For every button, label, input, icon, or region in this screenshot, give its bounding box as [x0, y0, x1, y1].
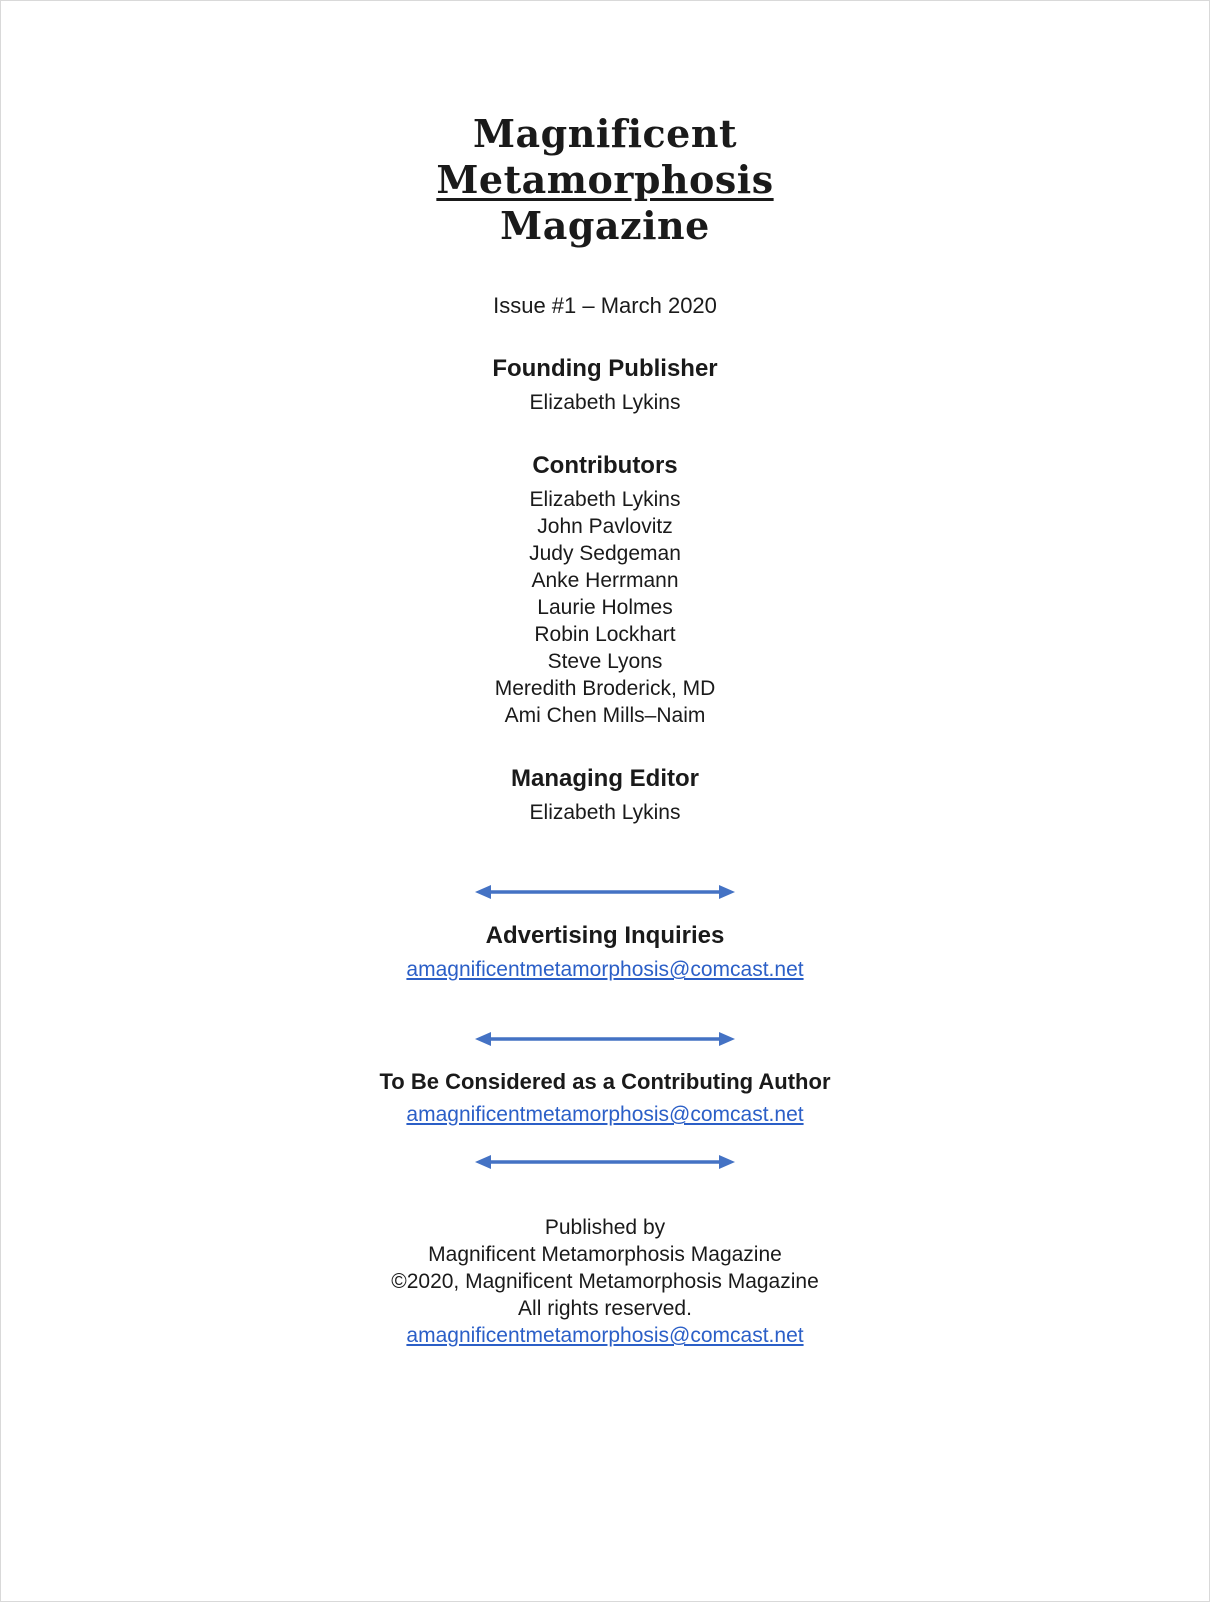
founding-publisher-name: Elizabeth Lykins: [529, 391, 681, 414]
founding-publisher-heading: Founding Publisher: [492, 355, 718, 382]
double-headed-arrow-icon: [1, 1031, 1209, 1047]
published-by-line: Published by: [544, 1216, 666, 1239]
contributors-section: [1, 452, 1209, 729]
double-headed-arrow-icon: [1, 884, 1209, 900]
contributor-name: John Pavlovitz: [537, 515, 673, 538]
magazine-title-line-1: Magnificent: [472, 111, 738, 156]
contributor-name: Ami Chen Mills–Naim: [504, 704, 706, 727]
contributing-author-heading: To Be Considered as a Contributing Author: [379, 1069, 831, 1094]
magazine-title-line-2: Metamorphosis: [436, 157, 774, 202]
advertising-email-link[interactable]: amagnificentmetamorphosis@comcast.net: [406, 958, 804, 981]
issue-date-line: Issue #1 – March 2020: [493, 293, 717, 318]
contributor-name: Laurie Holmes: [537, 596, 673, 619]
publisher-email-link[interactable]: amagnificentmetamorphosis@comcast.net: [406, 1324, 804, 1347]
contributor-name: Elizabeth Lykins: [529, 488, 681, 511]
magazine-title: [1, 111, 1209, 249]
contributor-name: Judy Sedgeman: [529, 542, 681, 565]
managing-editor-heading: Managing Editor: [511, 765, 699, 792]
managing-editor-section: [1, 765, 1209, 826]
founding-publisher-section: [1, 355, 1209, 416]
contributor-name: Steve Lyons: [547, 650, 663, 673]
contributor-name: Robin Lockhart: [534, 623, 676, 646]
contributing-author-section: [1, 1069, 1209, 1128]
contributors-list: [1, 486, 1209, 729]
rights-reserved-line: All rights reserved.: [518, 1297, 692, 1320]
copyright-line: ©2020, Magnificent Metamorphosis Magazine: [391, 1270, 819, 1293]
magazine-title-line-3: Magazine: [500, 203, 710, 248]
advertising-inquiries-heading: Advertising Inquiries: [485, 922, 725, 949]
contributors-heading: Contributors: [532, 452, 678, 479]
advertising-inquiries-section: [1, 922, 1209, 983]
managing-editor-name: Elizabeth Lykins: [529, 801, 681, 824]
double-headed-arrow-icon: [1, 1154, 1209, 1170]
contributor-name: Anke Herrmann: [531, 569, 679, 592]
contributor-name: Meredith Broderick, MD: [494, 677, 716, 700]
publisher-copyright-block: [1, 1214, 1209, 1349]
publisher-name-line: Magnificent Metamorphosis Magazine: [428, 1243, 782, 1266]
contributing-author-email-link[interactable]: amagnificentmetamorphosis@comcast.net: [406, 1103, 804, 1126]
